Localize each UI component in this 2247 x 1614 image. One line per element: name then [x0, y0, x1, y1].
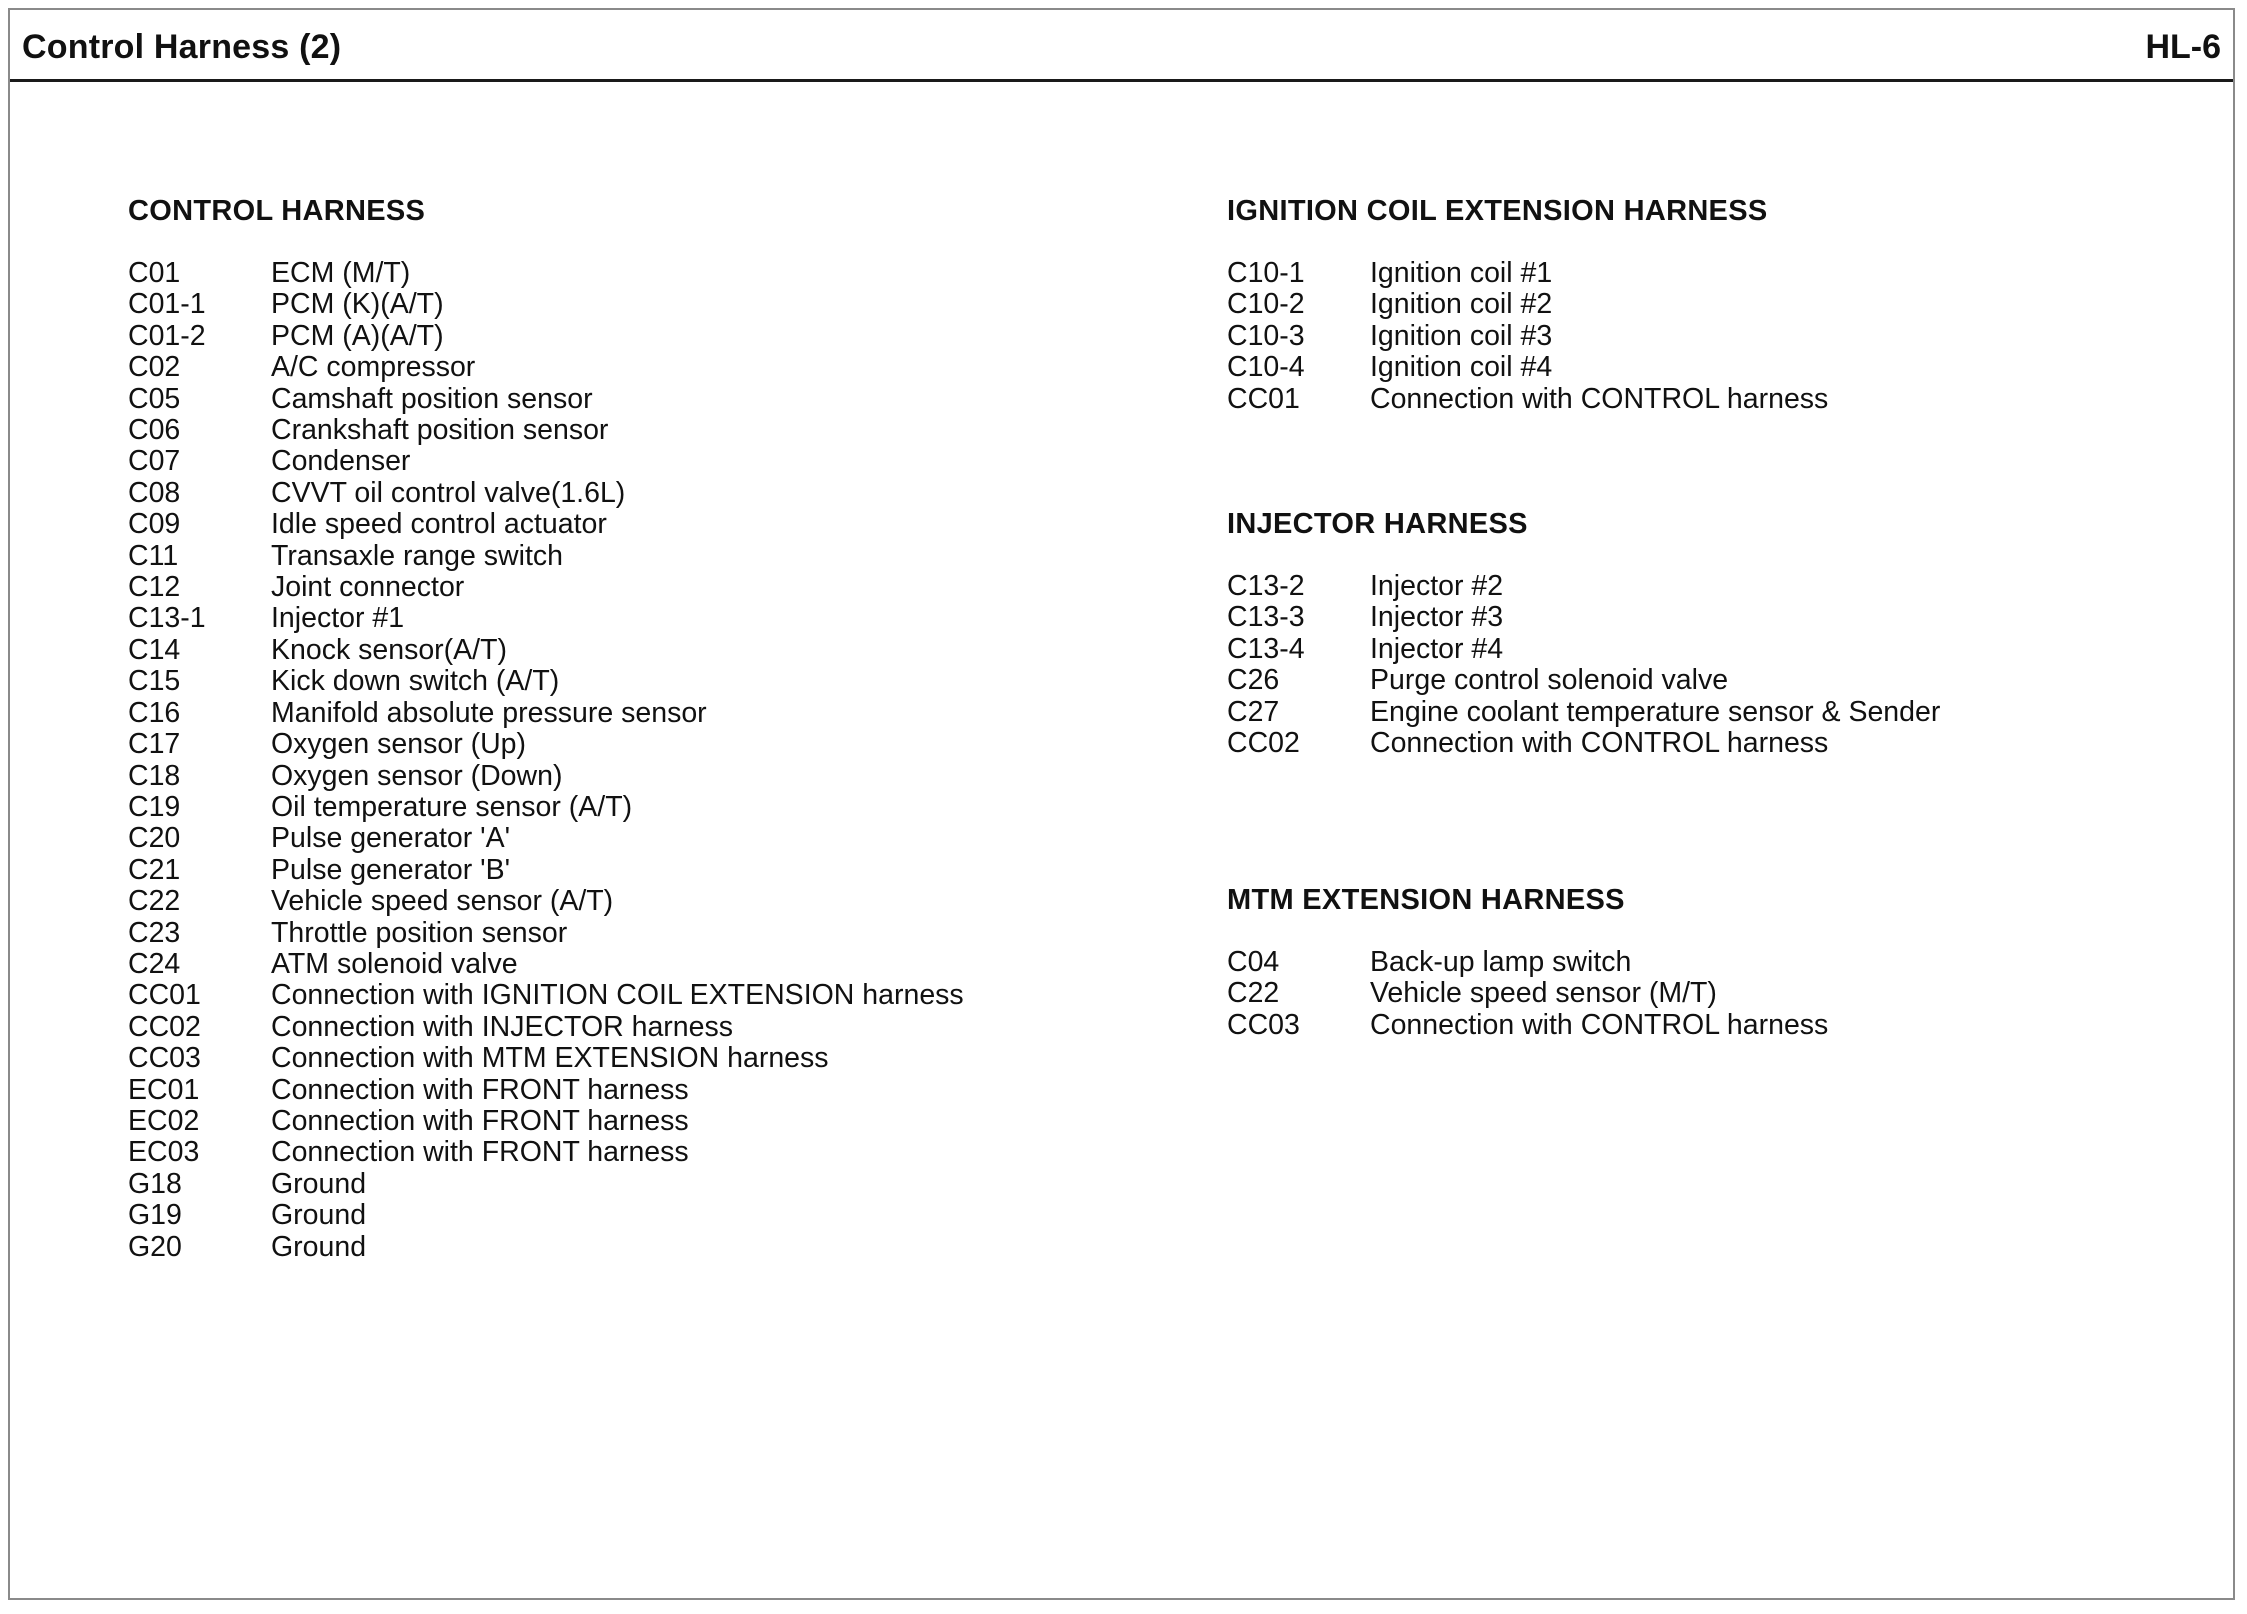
- connector-code: C01-1: [128, 288, 206, 321]
- connector-row: [128, 918, 964, 949]
- page-number: HL-6: [2145, 28, 2221, 66]
- connector-row: [128, 446, 964, 477]
- connector-description: Connection with CONTROL harness: [1370, 382, 1829, 415]
- connector-row: [1227, 384, 1828, 415]
- connector-list: [1227, 571, 1940, 759]
- injector-harness-section: [1227, 508, 1940, 759]
- connector-description: Ground: [271, 1199, 367, 1232]
- connector-description: Ignition coil #2: [1370, 288, 1553, 321]
- connector-code: G20: [128, 1230, 182, 1263]
- connector-row: [128, 478, 964, 509]
- connector-row: [128, 509, 964, 540]
- connector-code: EC03: [128, 1136, 200, 1169]
- connector-code: C22: [128, 885, 181, 918]
- connector-code: G18: [128, 1167, 182, 1200]
- connector-row: [128, 415, 964, 446]
- connector-row: [128, 603, 964, 634]
- connector-description: Transaxle range switch: [271, 539, 563, 572]
- connector-code: C17: [128, 728, 181, 761]
- connector-row: [128, 1200, 964, 1231]
- connector-code: C16: [128, 696, 181, 729]
- connector-code: C10-4: [1227, 351, 1305, 384]
- connector-code: C01: [128, 257, 181, 289]
- connector-row: [128, 980, 964, 1011]
- connector-code: C13-2: [1227, 570, 1305, 602]
- connector-description: Connection with INJECTOR harness: [271, 1010, 733, 1043]
- connector-description: Pulse generator 'A': [271, 822, 511, 855]
- connector-row: [128, 886, 964, 917]
- connector-description: Engine coolant temperature sensor & Sender: [1370, 695, 1941, 728]
- connector-description: Knock sensor(A/T): [271, 633, 507, 666]
- connector-row: [128, 1169, 964, 1200]
- connector-description: Oxygen sensor (Down): [271, 759, 563, 792]
- connector-description: PCM (A)(A/T): [271, 319, 444, 352]
- connector-description: Injector #2: [1370, 570, 1504, 602]
- connector-row: [128, 321, 964, 352]
- connector-description: Connection with CONTROL harness: [1370, 1008, 1829, 1041]
- connector-description: Condenser: [271, 445, 411, 478]
- connector-description: Injector #3: [1370, 601, 1504, 634]
- connector-description: Throttle position sensor: [271, 916, 568, 949]
- connector-row: [128, 352, 964, 383]
- connector-row: [1227, 289, 1828, 320]
- connector-row: [128, 823, 964, 854]
- connector-code: CC02: [128, 1010, 201, 1043]
- connector-code: C10-3: [1227, 319, 1305, 352]
- connector-description: Oil temperature sensor (A/T): [271, 790, 633, 823]
- connector-row: [1227, 697, 1940, 728]
- connector-row: [1227, 352, 1828, 383]
- connector-description: Ignition coil #1: [1370, 257, 1553, 289]
- connector-code: G19: [128, 1199, 182, 1232]
- connector-description: ECM (M/T): [271, 257, 411, 289]
- connector-row: [128, 698, 964, 729]
- connector-code: CC01: [1227, 382, 1300, 415]
- connector-row: [128, 635, 964, 666]
- connector-code: C02: [128, 351, 181, 384]
- mtm-extension-harness-section: [1227, 884, 1828, 1041]
- connector-code: C15: [128, 665, 181, 698]
- connector-row: [1227, 571, 1940, 602]
- connector-description: Ignition coil #3: [1370, 319, 1553, 352]
- connector-description: Pulse generator 'B': [271, 853, 511, 886]
- connector-code: C13-1: [128, 602, 206, 635]
- connector-code: C24: [128, 947, 181, 980]
- connector-description: Vehicle speed sensor (M/T): [1370, 977, 1717, 1010]
- section-title: IGNITION COIL EXTENSION HARNESS: [1227, 195, 1768, 227]
- connector-row: [1227, 321, 1828, 352]
- connector-description: Connection with FRONT harness: [271, 1136, 689, 1169]
- connector-description: Crankshaft position sensor: [271, 414, 609, 447]
- connector-row: [1227, 634, 1940, 665]
- connector-code: C12: [128, 571, 181, 604]
- connector-row: [128, 1137, 964, 1168]
- connector-description: ATM solenoid valve: [271, 947, 518, 980]
- connector-code: C14: [128, 633, 181, 666]
- connector-code: C19: [128, 790, 181, 823]
- connector-code: C10-1: [1227, 257, 1305, 289]
- connector-code: C06: [128, 414, 181, 447]
- connector-code: C09: [128, 508, 181, 541]
- connector-row: [128, 949, 964, 980]
- connector-row: [128, 1106, 964, 1137]
- connector-row: [128, 1012, 964, 1043]
- connector-code: C01-2: [128, 319, 206, 352]
- connector-row: [128, 1075, 964, 1106]
- connector-row: [1227, 602, 1940, 633]
- connector-description: Connection with FRONT harness: [271, 1104, 689, 1137]
- connector-row: [128, 761, 964, 792]
- connector-description: Ground: [271, 1230, 367, 1263]
- page-title: Control Harness (2): [22, 28, 342, 66]
- connector-description: Injector #1: [271, 602, 405, 635]
- connector-code: C11: [128, 539, 179, 572]
- connector-code: C20: [128, 822, 181, 855]
- connector-code: C08: [128, 476, 181, 509]
- connector-row: [128, 541, 964, 572]
- connector-row: [128, 1043, 964, 1074]
- connector-code: EC01: [128, 1073, 200, 1106]
- connector-description: Purge control solenoid valve: [1370, 664, 1729, 697]
- section-title: INJECTOR HARNESS: [1227, 508, 1528, 540]
- connector-description: Camshaft position sensor: [271, 382, 593, 415]
- connector-description: Connection with MTM EXTENSION harness: [271, 1042, 829, 1075]
- connector-code: C05: [128, 382, 181, 415]
- connector-description: Manifold absolute pressure sensor: [271, 696, 707, 729]
- connector-code: C10-2: [1227, 288, 1305, 321]
- connector-description: Injector #4: [1370, 632, 1504, 665]
- connector-code: CC01: [128, 979, 201, 1012]
- connector-description: CVVT oil control valve(1.6L): [271, 476, 626, 509]
- connector-description: A/C compressor: [271, 351, 476, 384]
- connector-description: PCM (K)(A/T): [271, 288, 444, 321]
- connector-code: C07: [128, 445, 181, 478]
- connector-code: C13-3: [1227, 601, 1305, 634]
- connector-row: [1227, 1010, 1828, 1041]
- connector-list: [1227, 947, 1828, 1041]
- connector-description: Connection with IGNITION COIL EXTENSION harness: [271, 979, 964, 1012]
- connector-description: Ignition coil #4: [1370, 351, 1553, 384]
- connector-code: CC02: [1227, 727, 1300, 760]
- connector-row: [128, 666, 964, 697]
- connector-description: Ground: [271, 1167, 367, 1200]
- connector-code: C26: [1227, 664, 1280, 697]
- connector-row: [1227, 258, 1828, 289]
- connector-row: [128, 1232, 964, 1263]
- connector-code: EC02: [128, 1104, 200, 1137]
- connector-row: [1227, 728, 1940, 759]
- connector-list: [128, 258, 964, 1263]
- connector-row: [1227, 978, 1828, 1009]
- connector-code: CC03: [128, 1042, 201, 1075]
- connector-description: Connection with CONTROL harness: [1370, 727, 1829, 760]
- connector-row: [1227, 665, 1940, 696]
- connector-description: Joint connector: [271, 571, 465, 604]
- connector-list: [1227, 258, 1828, 415]
- section-title: CONTROL HARNESS: [128, 195, 426, 227]
- connector-code: C13-4: [1227, 632, 1305, 665]
- connector-row: [1227, 947, 1828, 978]
- connector-code: C22: [1227, 977, 1280, 1010]
- connector-row: [128, 792, 964, 823]
- connector-row: [128, 384, 964, 415]
- connector-row: [128, 258, 964, 289]
- connector-description: Idle speed control actuator: [271, 508, 607, 541]
- connector-code: C04: [1227, 946, 1280, 978]
- connector-description: Kick down switch (A/T): [271, 665, 560, 698]
- connector-row: [128, 289, 964, 320]
- connector-code: C21: [128, 853, 181, 886]
- connector-row: [128, 572, 964, 603]
- connector-description: Oxygen sensor (Up): [271, 728, 527, 761]
- connector-row: [128, 855, 964, 886]
- connector-code: CC03: [1227, 1008, 1300, 1041]
- connector-row: [128, 729, 964, 760]
- section-title: MTM EXTENSION HARNESS: [1227, 884, 1625, 916]
- connector-code: C23: [128, 916, 181, 949]
- connector-code: C27: [1227, 695, 1280, 728]
- control-harness-section: [128, 195, 964, 1263]
- connector-description: Connection with FRONT harness: [271, 1073, 689, 1106]
- ignition-coil-extension-harness-section: [1227, 195, 1828, 415]
- connector-description: Back-up lamp switch: [1370, 946, 1632, 978]
- connector-description: Vehicle speed sensor (A/T): [271, 885, 614, 918]
- connector-code: C18: [128, 759, 181, 792]
- page-header: [10, 10, 2233, 82]
